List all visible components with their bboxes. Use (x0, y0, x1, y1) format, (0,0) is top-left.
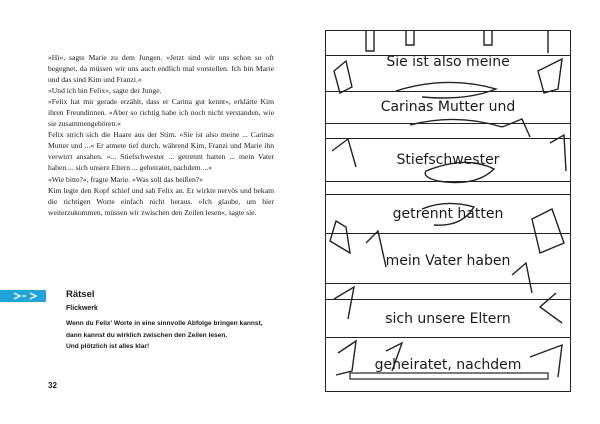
story-paragraph: »Hi«, sagte Marie zu dem Jungen. »Jetzt sind wir uns schon so oft begegnet, da müssen wir uns auch endlich mal vorstellen. Ich bin Marie und das sind Kim und Franzi.« (48, 53, 274, 85)
raetsel-subtitle: Flickwerk (66, 305, 98, 312)
raetsel-instructions (66, 318, 316, 353)
strip-divider (326, 181, 570, 182)
puzzle-strip (326, 42, 570, 82)
strip-text: getrennt hatten (392, 206, 504, 222)
strip-text: Stiefschwester (396, 152, 500, 168)
strip-divider (326, 337, 570, 338)
puzzle-strip (326, 87, 570, 127)
raetsel-line: Und plötzlich ist alles klar! (66, 343, 150, 350)
puzzle-strip (326, 140, 570, 180)
strip-text: Sie ist also meine (386, 54, 510, 70)
strip-text: geheiratet, nachdem (374, 357, 522, 373)
strip-divider (326, 233, 570, 234)
story-paragraph: »Felix hat mir gerade erzählt, dass er Carina gut kennt«, erklärte Kim ihren Freundinnen. »Aber so richtig habe ich noch nicht verstanden, wie sie zusammengehören.« (48, 97, 274, 129)
puzzle-strip (326, 241, 570, 281)
story-text (48, 52, 274, 218)
story-paragraph: Kim legte den Kopf schief und sah Felix an. Er wirkte nervös und bekam die richtigen Worte einfach nicht heraus. »Ich glaube, um hier weiterzukommen, müssen wir zwischen den Zeilen lesen«, sagte sie. (48, 185, 274, 217)
story-paragraph: Felix strich sich die Haare aus der Stirn. »Sie ist also meine ... Carinas Mutter und ...« Er atmete tief durch, während Kim, Franzi und Marie ihn verwirrt ansahen. »... Stiefschwester ... getrennt hatten ... mein Vater haben ... sich unsere Eltern ... geheiratet, nachdem ...« (48, 130, 274, 173)
strip-text: sich unsere Eltern (385, 311, 511, 327)
strip-text: mein Vater haben (385, 253, 511, 269)
story-paragraph: »Wie bitte?«, fragte Marie. »Was soll das heißen?« (48, 174, 203, 184)
strip-divider (326, 283, 570, 284)
page-number: 32 (48, 381, 57, 390)
story-paragraph: »Und ich bin Felix«, sagte der Junge. (48, 86, 162, 96)
raetsel-title: Rätsel (66, 289, 95, 300)
puzzle-strip (326, 345, 570, 385)
raetsel-marker-bar (0, 290, 46, 302)
puzzle-strip (326, 299, 570, 339)
strip-divider (326, 138, 570, 139)
raetsel-line: dann kannst du wirklich zwischen den Zeilen lesen. (66, 331, 228, 339)
puzzle-strip (326, 194, 570, 234)
arrow-icon (0, 290, 46, 302)
strip-text: Carinas Mutter und (380, 99, 516, 115)
raetsel-line: Wenn du Felix’ Worte in eine sinnvolle Abfolge bringen kannst, (66, 320, 263, 327)
puzzle-strips-illustration (325, 30, 571, 392)
